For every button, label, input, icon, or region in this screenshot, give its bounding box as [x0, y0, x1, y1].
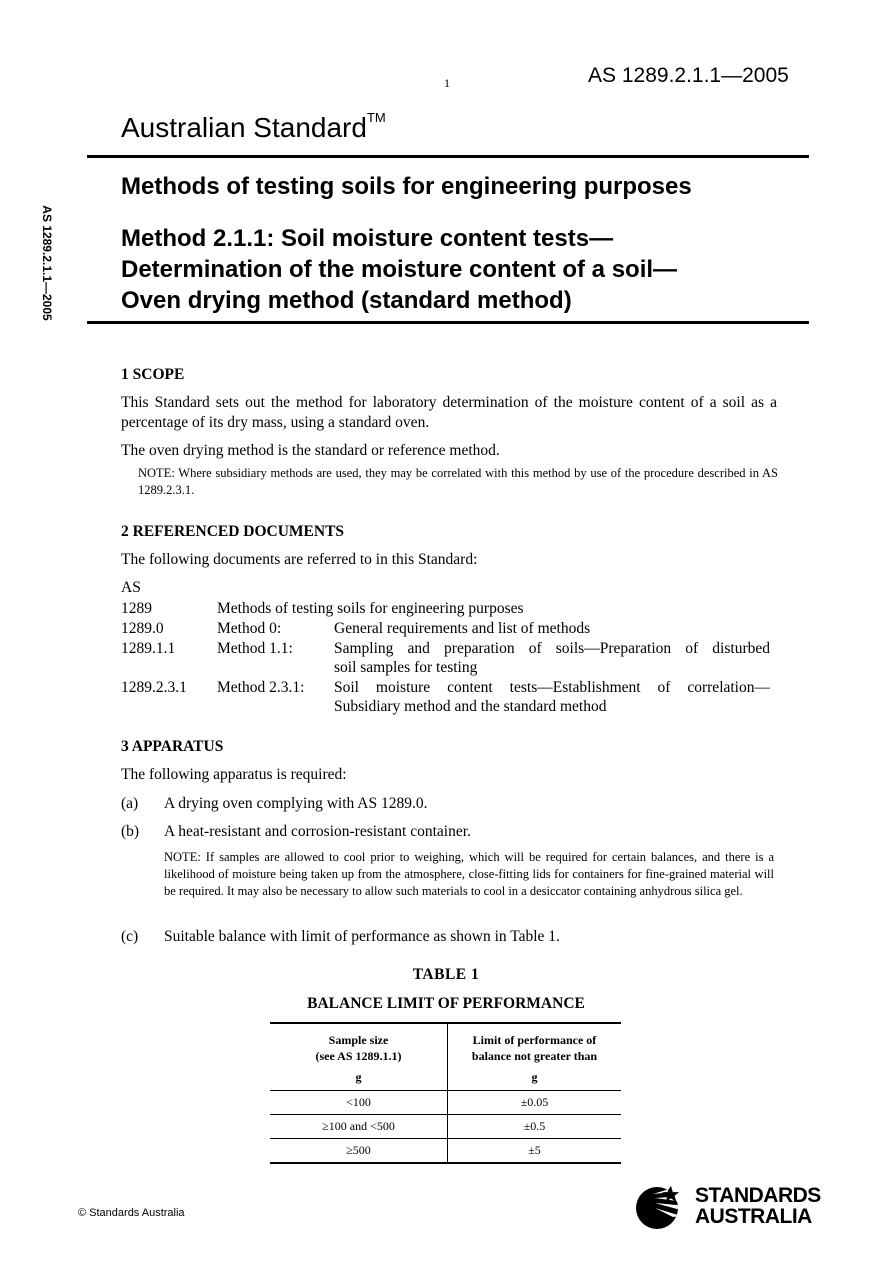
- side-code-text: AS 1289.2.1.1—2005: [40, 205, 54, 321]
- method-title-line-2: Determination of the moisture content of a soil—: [121, 256, 678, 283]
- table-header-row: [270, 1023, 621, 1070]
- referenced-documents-intro: The following documents are referred to in this Standard:: [121, 551, 478, 568]
- header-line: balance not greater than: [471, 1049, 598, 1063]
- ref-description-cont: soil samples for testing: [334, 659, 478, 676]
- logo-line-1: STANDARDS: [695, 1184, 821, 1207]
- table-label: TABLE 1: [412, 966, 480, 983]
- balance-table: [270, 1022, 621, 1164]
- item-text-a: A drying oven complying with AS 1289.0.: [164, 795, 428, 812]
- scope-note: NOTE: Where subsidiary methods are used, they may be correlated with this method by use of the procedure described in AS 1289.2.3.1.: [138, 466, 778, 497]
- side-document-code: [37, 190, 57, 340]
- ref-description: General requirements and list of methods: [334, 620, 591, 637]
- section-3-heading: 3 APPARATUS: [121, 738, 224, 755]
- table-unit-row: [270, 1070, 621, 1091]
- apparatus-note: NOTE: If samples are allowed to cool prior to weighing, which will be required for certain balances, and there is a likelihood of moisture being taken up from the atmosphere, close-fitting lids for containers for fine-grained material will be required. It may also be necessary to allow such materials to cool in a desiccator containing anhydrous silica gel.: [164, 850, 774, 898]
- header-rule: [87, 155, 809, 158]
- standards-australia-logo: [633, 1182, 823, 1230]
- ref-code: 1289: [121, 600, 152, 617]
- method-title-line-1: Method 2.1.1: Soil moisture content tests—: [121, 225, 614, 252]
- logo-line-2: AUSTRALIA: [695, 1205, 812, 1228]
- ref-description-cont: Subsidiary method and the standard method: [334, 698, 607, 715]
- section-1-heading: 1 SCOPE: [121, 366, 185, 383]
- ref-method: Method 1.1:: [217, 640, 293, 657]
- copyright-notice: © Standards Australia: [78, 1207, 185, 1219]
- sample-size-cell: <100: [270, 1091, 448, 1115]
- sample-size-cell: ≥100 and <500: [270, 1115, 448, 1139]
- ref-method: Method 2.3.1:: [217, 679, 305, 696]
- sample-size-cell: ≥500: [270, 1139, 448, 1164]
- table-row: [270, 1091, 621, 1115]
- title-rule: [87, 321, 809, 324]
- section-2-heading: 2 REFERENCED DOCUMENTS: [121, 523, 345, 540]
- table-row: [270, 1115, 621, 1139]
- item-label-c: (c): [121, 928, 139, 945]
- ref-method: Methods of testing soils for engineering purposes: [217, 600, 524, 617]
- limit-cell: ±5: [528, 1143, 541, 1157]
- limit-cell: ±0.5: [448, 1115, 622, 1139]
- main-title: Methods of testing soils for engineering purposes: [121, 173, 692, 200]
- ref-description: Sampling and preparation of soils—Preparation of disturbed: [334, 640, 770, 657]
- item-label-b: (b): [121, 823, 140, 840]
- item-text-b: A heat-resistant and corrosion-resistant container.: [164, 823, 471, 840]
- ref-code: 1289.2.3.1: [121, 679, 187, 696]
- page-number: 1: [444, 76, 450, 90]
- scope-paragraph-2: The oven drying method is the standard or reference method.: [121, 442, 500, 459]
- method-title-line-3: Oven drying method (standard method): [121, 287, 572, 314]
- ref-description: Soil moisture content tests—Establishment of correlation—: [334, 679, 770, 696]
- standard-title-text: Australian Standard: [121, 112, 367, 143]
- table-row: [270, 1139, 621, 1164]
- trademark-mark: TM: [366, 110, 386, 125]
- scope-paragraph-1: This Standard sets out the method for laboratory determination of the moisture content of a soil as a percentage of its dry mass, using a standard oven.: [121, 394, 777, 431]
- method-title: [121, 223, 677, 316]
- apparatus-intro: The following apparatus is required:: [121, 766, 347, 783]
- column-header-sample-size: [270, 1023, 448, 1070]
- logo-wordmark: [695, 1185, 821, 1227]
- header-line: Sample size: [328, 1033, 389, 1047]
- header-line: Limit of performance of: [472, 1033, 597, 1047]
- document-code: AS 1289.2.1.1—2005: [588, 64, 789, 87]
- column-header-limit: [448, 1023, 622, 1070]
- starburst-icon: [633, 1182, 689, 1230]
- standard-title: [121, 112, 386, 144]
- limit-cell: ±0.05: [448, 1091, 622, 1115]
- ref-method: Method 0:: [217, 620, 282, 637]
- table-title: BALANCE LIMIT OF PERFORMANCE: [307, 995, 585, 1012]
- unit-cell: g: [270, 1070, 448, 1091]
- ref-code: 1289.1.1: [121, 640, 176, 657]
- as-label: AS: [121, 579, 141, 596]
- item-label-a: (a): [121, 795, 139, 812]
- ref-code: 1289.0: [121, 620, 164, 637]
- item-text-c: Suitable balance with limit of performance as shown in Table 1.: [164, 928, 560, 945]
- header-line: (see AS 1289.1.1): [315, 1049, 402, 1063]
- unit-cell: g: [448, 1070, 622, 1091]
